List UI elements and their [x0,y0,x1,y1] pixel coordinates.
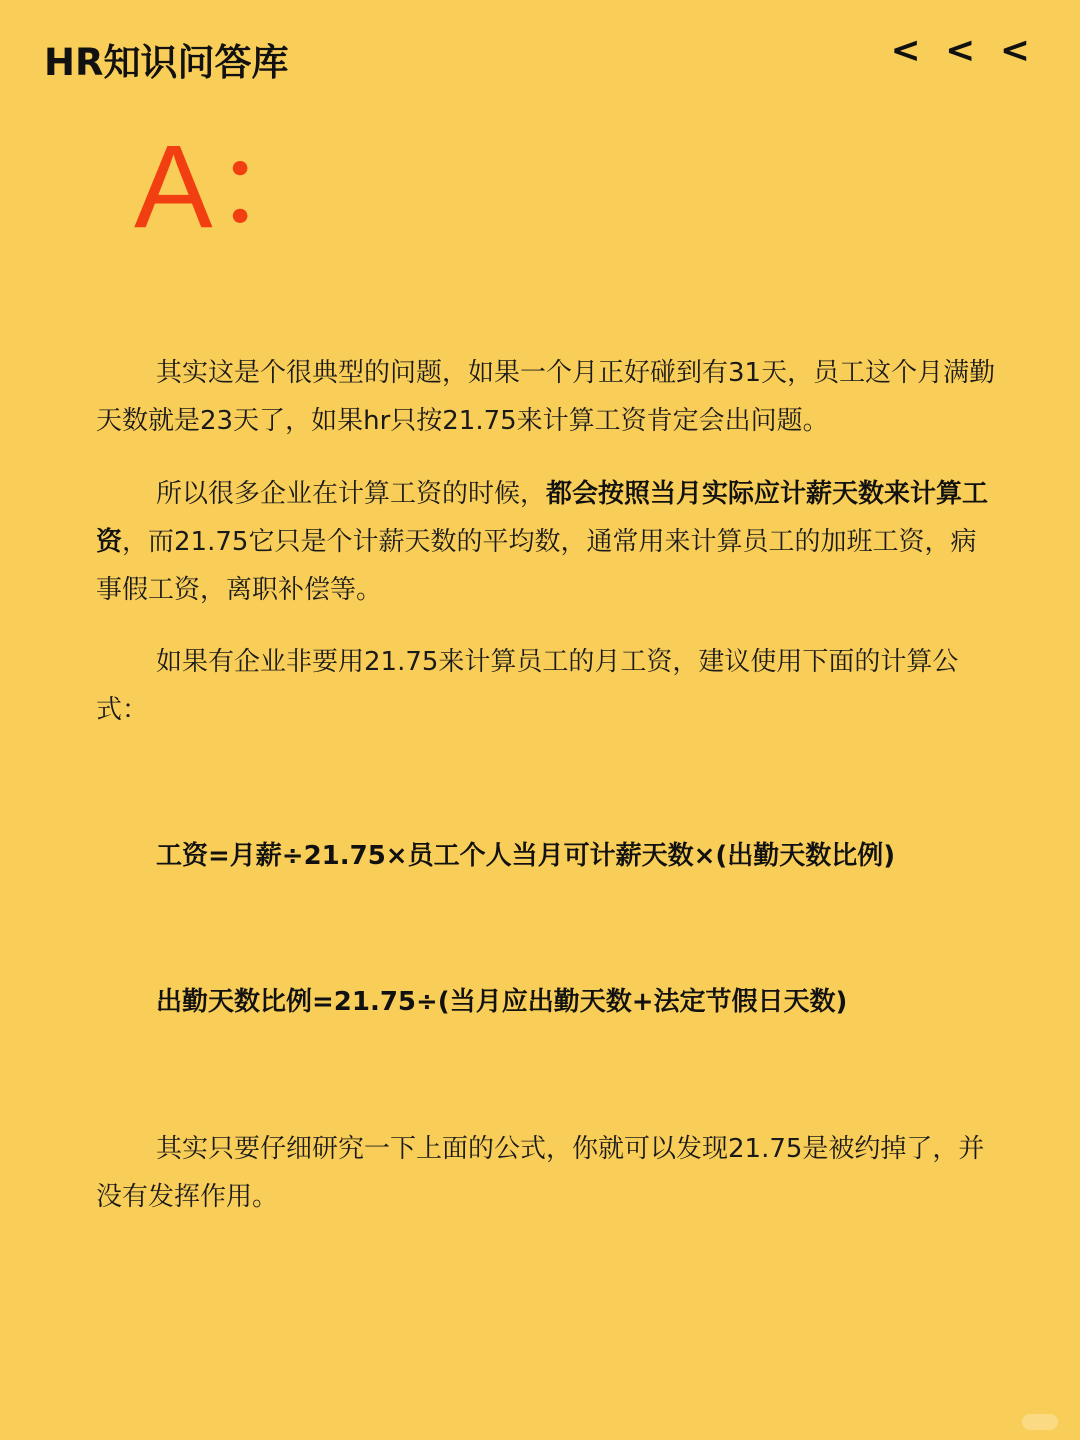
paragraph-2-before: 所以很多企业在计算工资的时候， [156,479,547,509]
paragraph-3-text: 如果有企业非要用21.75来计算员工的月工资，建议使用下面的计算公式： [96,647,959,725]
page-title: HR知识问答库 [44,41,289,84]
paragraph-2-after: ，而21.75它只是个计薪天数的平均数，通常用来计算员工的加班工资，病事假工资，离职补偿等。 [96,527,977,605]
paragraph-4 [96,1125,998,1221]
salary-formula: 工资=月薪÷21.75×员工个人当月可计薪天数×(出勤天数比例) [156,841,896,871]
paragraph-2-text [96,470,998,614]
paragraph-4-text: 其实只要仔细研究一下上面的公式，你就可以发现21.75是被约掉了，并没有发挥作用。 [96,1134,985,1212]
attendance-ratio-formula: 出勤天数比例=21.75÷(当月应出勤天数+法定节假日天数) [156,987,848,1017]
answer-label: A： [134,121,331,253]
paragraph-3 [96,638,998,734]
back-chevrons-icon[interactable]: < < < [890,30,1036,71]
paragraph-1-text: 其实这是个很典型的问题，如果一个月正好碰到有31天，员工这个月满勤天数就是23天了，如果hr只按21.75来计算工资肯定会出问题。 [96,358,996,436]
paragraph-1 [96,349,998,445]
watermark-badge [1022,1414,1058,1430]
paragraph-2-emphasis: 都会按照当月实际应计薪天数来计算工资 [96,479,989,557]
paragraph-2 [96,470,998,614]
